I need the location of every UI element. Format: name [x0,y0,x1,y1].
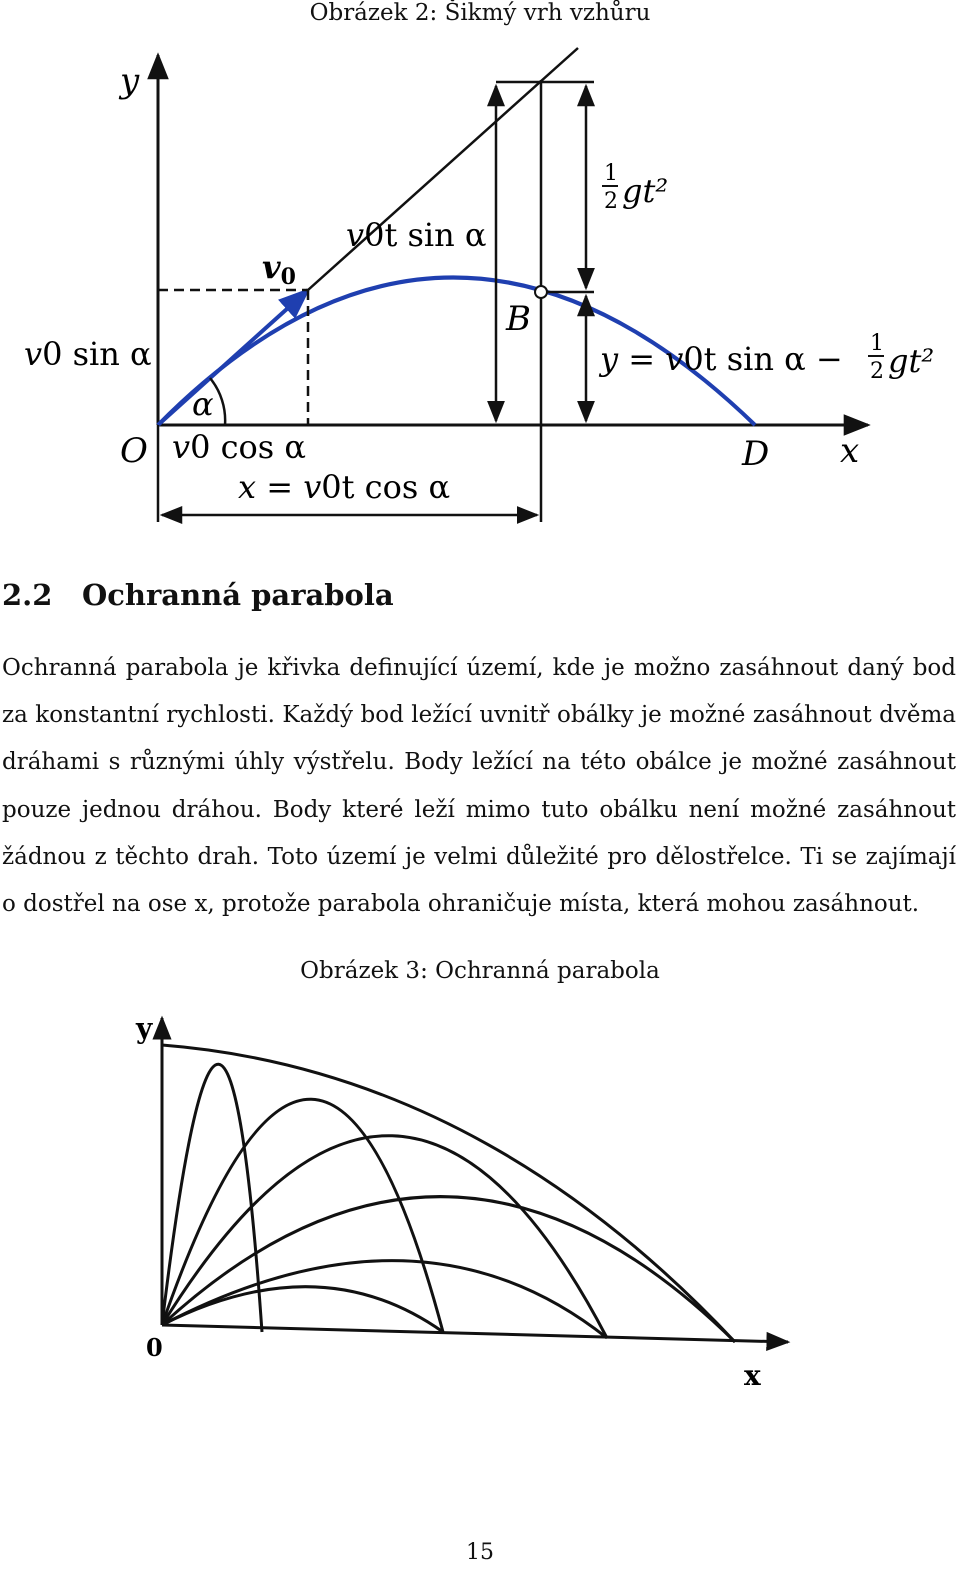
fig3-x-axis-label: x [744,1359,761,1392]
x-equation-label: x = v0t cos α [238,468,451,506]
envelope-parabola [162,1045,735,1342]
trajectory-4 [162,1197,735,1342]
y-axis-label: y [120,61,140,101]
y-equation-label: y = v0t sin α − [600,340,843,378]
y-eq-gt2: gt² [888,342,935,380]
trajectory-2 [162,1099,443,1332]
fig3-origin-label: 0 [146,1333,163,1362]
trajectory-1 [162,1064,262,1332]
half-denominator: 2 [604,189,618,214]
gt2-label: gt² [622,172,669,210]
point-b-label: B [506,299,531,339]
y-eq-half-denominator: 2 [870,359,884,384]
figure-2-caption: Obrázek 2: Šikmý vrh vzhůru [309,0,651,26]
v0-vector [158,290,308,425]
x-axis-label: x [840,431,860,471]
page-number: 15 [466,1540,494,1565]
fig3-y-axis-label: y [136,1012,153,1045]
v0-cos-alpha-label: v0 cos α [172,428,306,466]
section-number: 2.2 [2,578,53,612]
y-eq-half-numerator: 1 [870,331,884,356]
figure-3-envelope-diagram [0,1000,960,1400]
body-paragraph: Ochranná parabola je křivka definující území, kde je možno zasáhnout daný bod za konstantní rychlosti. Každý bod ležící uvnitř obálky je možné zasáhnout dvěma dráhami s různými úhly výstřelu. Body ležící na této obálce je možné zasáhnout pouze jednou dráhou. Body které leží mimo tuto obálku není možné zasáhnout žádnou z těchto drah. Toto území je velmi důležité pro dělostřelce. Ti se zajímají o dostřel na ose x, protože parabola ohraničuje místa, která mohou zasáhnout. [2,655,956,918]
section-heading [2,578,394,612]
alpha-label: α [192,385,214,423]
v0-label: v0 [262,248,296,290]
figure-2-projectile-diagram [0,0,960,540]
fig3-x-axis [162,1325,788,1342]
point-b-marker [535,286,547,298]
origin-label: O [120,431,148,471]
v0t-sin-alpha-label: v0t sin α [346,216,487,254]
point-d-label: D [742,434,770,474]
v0-sin-alpha-label: v0 sin α [24,335,152,373]
section-title: Ochranná parabola [82,578,394,612]
half-numerator: 1 [604,161,618,186]
figure-3-caption: Obrázek 3: Ochranná parabola [300,958,660,984]
